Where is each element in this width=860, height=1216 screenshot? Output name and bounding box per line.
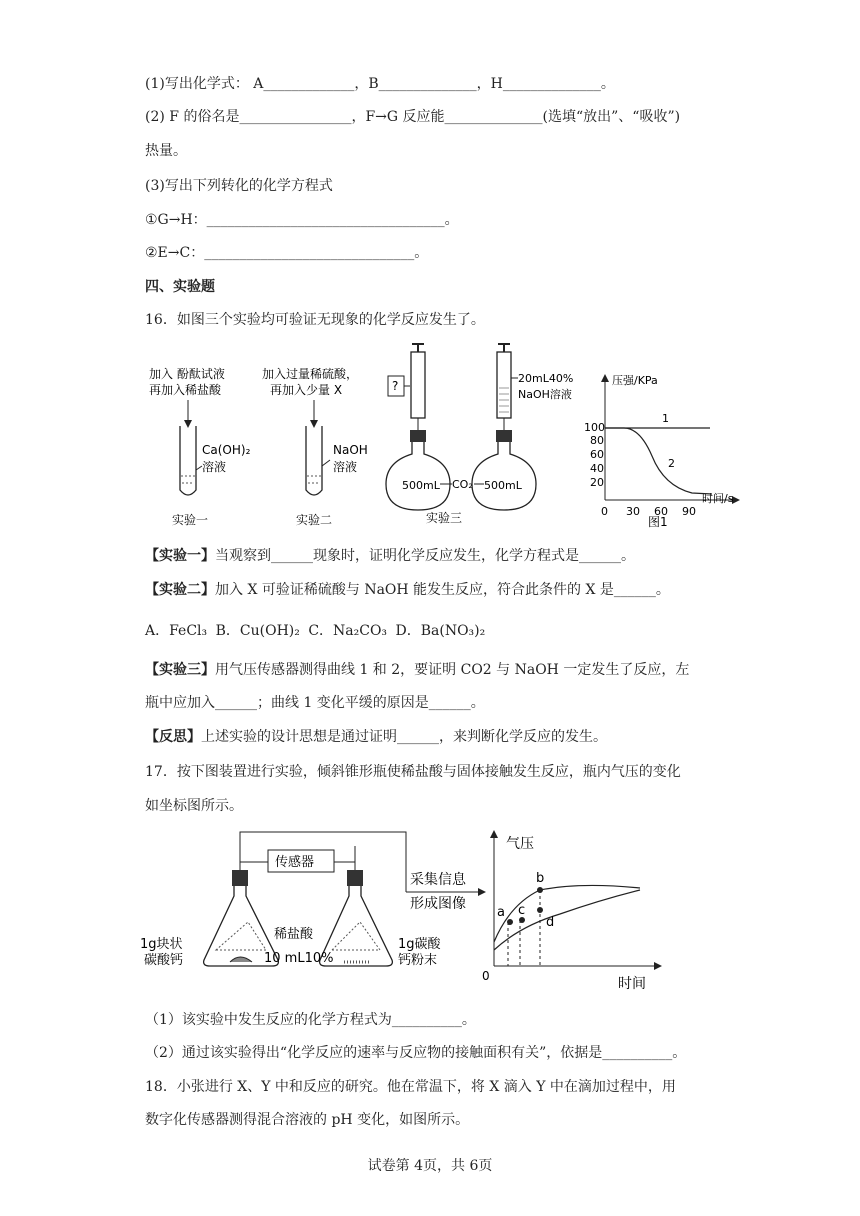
flask-right [472, 442, 536, 510]
q15-line-1: (1)写出化学式： A_____________，B______________，H______________。 [145, 76, 615, 92]
reflection-tag: 【反思】 [145, 729, 201, 745]
graph1-xlabel: 时间/s [702, 492, 734, 505]
graph1-curve2-label: 2 [668, 457, 675, 470]
q16-reflection-line [145, 727, 607, 747]
graph1-caption: 图1 [648, 515, 668, 529]
point-d: d [546, 915, 555, 930]
exp3-flask-right-vol: 500mL [484, 479, 522, 492]
q17-sub1: （1）该实验中发生反应的化学方程式为__________。 [145, 1012, 476, 1028]
graph1-ytick-60: 60 [590, 448, 604, 461]
exp3-text-a: 用气压传感器测得曲线 1 和 2，要证明 CO2 与 NaOH 一定发生了反应，左 [215, 662, 690, 678]
q15-line-3: 热量。 [145, 143, 187, 159]
stopper-left [410, 430, 426, 442]
graph2-ylabel: 气压 [506, 836, 534, 852]
left-solid-a: 1g块状 [140, 937, 183, 952]
stopper-right [347, 870, 363, 886]
q18-intro-a: 18．小张进行 X、Y 中和反应的研究。他在常温下，将 X 滴入 Y 中在滴加过程中，用 [145, 1079, 676, 1095]
q15-line-2: (2) F 的俗名是________________，F→G 反应能______________(选填“放出”、“吸收”) [145, 109, 681, 125]
exp3-naoh-b: NaOH溶液 [518, 388, 572, 401]
page-footer: 试卷第 4页，共 6页 [367, 1158, 493, 1174]
exp3-gas: CO₂ [452, 478, 473, 491]
exp1-sol-a: Ca(OH)₂ [202, 443, 251, 457]
graph1-ytick-40: 40 [590, 462, 604, 475]
graph1-xtick-30: 30 [626, 505, 640, 518]
exp2-text: 加入 X 可验证稀硫酸与 NaOH 能发生反应，符合此条件的 X 是______。 [215, 582, 670, 598]
q16-figure [140, 338, 750, 530]
stopper-right [496, 430, 512, 442]
acid-concentration: 10 mL10% [264, 951, 334, 966]
test-tube-2 [306, 426, 322, 495]
exp1-sol-b: 溶液 [202, 460, 227, 474]
right-solid-a: 1g碳酸 [398, 937, 441, 952]
q17-intro-a: 17．按下图装置进行实验，倾斜锥形瓶使稀盐酸与固体接触发生反应，瓶内气压的变化 [145, 764, 681, 780]
graph1-ytick-80: 80 [590, 434, 604, 447]
sensor-label: 传感器 [275, 855, 315, 870]
q16-exp3-line-b: 瓶中应加入______；曲线 1 变化平缓的原因是______。 [145, 695, 485, 711]
q15-line-4: (3)写出下列转化的化学方程式 [145, 178, 333, 194]
exp2-sol-a: NaOH [333, 443, 368, 457]
q17-intro-b: 如坐标图所示。 [145, 798, 243, 814]
option-c: C．Na₂CO₃ [308, 623, 388, 639]
q16-options [145, 621, 485, 641]
exp3-question-mark: ? [392, 379, 399, 393]
exp2-note-a: 加入过量稀硫酸， [262, 367, 359, 381]
point-c: c [518, 903, 526, 918]
stopper-left [232, 870, 248, 886]
section-heading: 四、实验题 [145, 279, 215, 295]
collect-label-b: 形成图像 [410, 896, 466, 912]
q17-figure [140, 822, 670, 994]
q16-intro: 16．如图三个实验均可验证无现象的化学反应发生了。 [145, 312, 485, 328]
reflection-text: 上述实验的设计思想是通过证明______，来判断化学反应的发生。 [201, 729, 607, 745]
exp2-tag: 【实验二】 [145, 582, 215, 598]
graph1-xtick-0: 0 [601, 505, 608, 518]
syringe-right [497, 352, 511, 418]
graph2-xlabel: 时间 [618, 976, 646, 992]
exp1-note-b: 再加入稀盐酸 [149, 383, 222, 397]
option-b: B．Cu(OH)₂ [215, 623, 300, 639]
exp3-naoh-a: 20mL40% [518, 372, 574, 385]
q15-line-5: ①G→H：__________________________________。 [145, 212, 459, 228]
exp3-flask-left-vol: 500mL [402, 479, 440, 492]
q16-exp3-line-a [145, 660, 689, 680]
acid-label: 稀盐酸 [274, 927, 314, 942]
graph1-xtick-90: 90 [682, 505, 696, 518]
point-b: b [536, 871, 545, 886]
graph2-curve-block [494, 890, 640, 950]
exp1-caption: 实验一 [172, 513, 209, 527]
flask-left [386, 442, 450, 510]
collect-label-a: 采集信息 [410, 872, 466, 888]
q15-line-6: ②E→C：______________________________。 [145, 245, 429, 261]
exp1-text: 当观察到______现象时，证明化学反应发生，化学方程式是______。 [215, 548, 635, 564]
graph1-curve1-label: 1 [662, 412, 669, 425]
graph2-origin: 0 [482, 969, 490, 983]
exp3-tag: 【实验三】 [145, 662, 215, 678]
option-a: A．FeCl₃ [145, 623, 208, 639]
q16-exp2-line [145, 580, 670, 600]
q16-exp1-line [145, 546, 635, 566]
exp3-caption: 实验三 [426, 511, 463, 525]
q17-sub2: （2）通过该实验得出“化学反应的速率与反应物的接触面积有关”，依据是__________。 [145, 1045, 687, 1061]
exp2-note-b: 再加入少量 X [270, 383, 343, 397]
graph1-xtick-60: 60 [654, 505, 668, 518]
right-solid-b: 钙粉末 [398, 953, 438, 968]
graph1-ytick-100: 100 [584, 421, 605, 434]
exp2-caption: 实验二 [296, 513, 333, 527]
test-tube-1 [180, 426, 196, 495]
graph1-ylabel: 压强/KPa [612, 374, 658, 387]
q18-intro-b: 数字化传感器测得混合溶液的 pH 变化，如图所示。 [145, 1112, 470, 1128]
graph1-curve-2 [605, 428, 712, 494]
point-a: a [497, 905, 505, 920]
syringe-left [411, 352, 425, 418]
left-solid-b: 碳酸钙 [144, 953, 184, 968]
option-d: D．Ba(NO₃)₂ [395, 623, 486, 639]
graph1-ytick-20: 20 [590, 476, 604, 489]
exp2-sol-b: 溶液 [333, 460, 358, 474]
exp1-tag: 【实验一】 [145, 548, 215, 564]
exp1-note-a: 加入 酚酞试液 [149, 367, 225, 381]
